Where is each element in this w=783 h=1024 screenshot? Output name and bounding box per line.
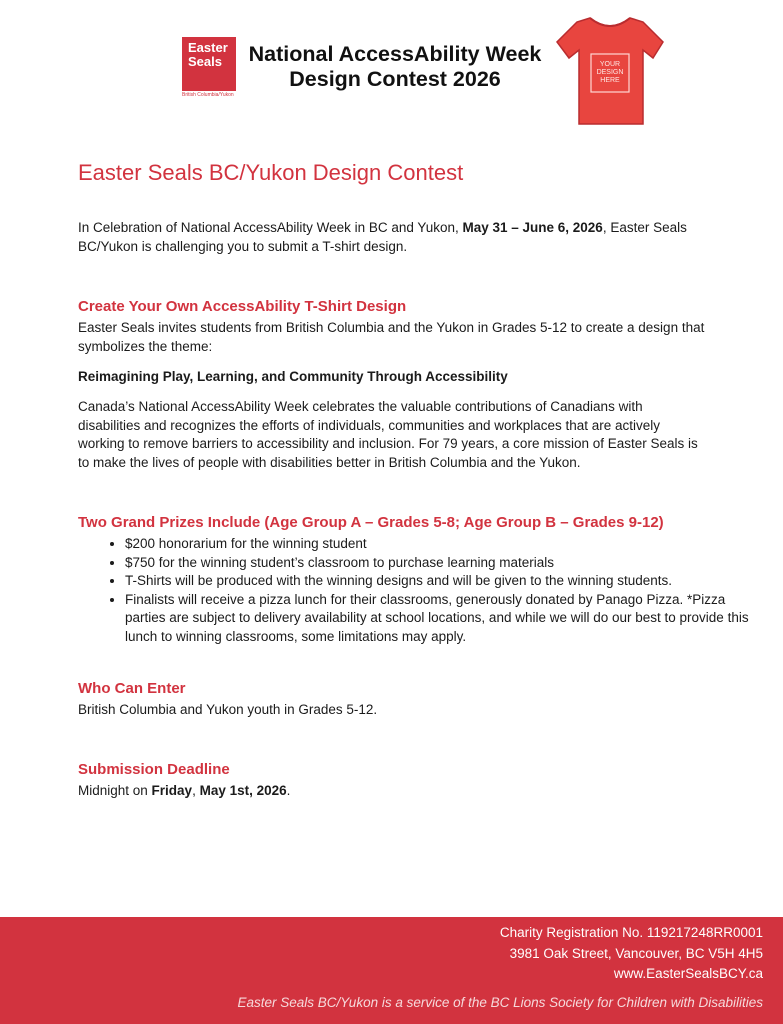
create-theme: Reimagining Play, Learning, and Community Through Accessibility	[78, 369, 508, 384]
create-invite: Easter Seals invites students from British Columbia and the Yukon in Grades 5-12 to create a design that symbolizes the theme:	[78, 320, 705, 354]
shirt-text-1: YOUR	[599, 61, 621, 68]
deadline-text	[78, 782, 708, 801]
intro-dates: May 31 – June 6, 2026	[462, 220, 603, 235]
deadline-date: May 1st, 2026	[199, 783, 287, 798]
deadline-after: .	[286, 783, 291, 798]
logo-line-1: Easter	[188, 40, 228, 55]
footer-website[interactable]: www.EasterSealsBCY.ca	[613, 966, 763, 981]
footer	[0, 917, 783, 1024]
deadline-heading: Submission Deadline	[78, 761, 230, 778]
prize-item-1: • $200 honorarium for the winning student	[125, 535, 765, 554]
footer-tagline: Easter Seals BC/Yukon is a service of the BC Lions Society for Children with Disabilities	[237, 995, 763, 1010]
deadline-day: Friday	[151, 783, 193, 798]
intro-after: , Easter Seals BC/Yukon is challenging you to submit a T-shirt design.	[78, 220, 687, 254]
charity-number: Charity Registration No. 119217248RR0001	[499, 925, 763, 940]
intro-paragraph	[78, 219, 708, 256]
prize-item-2: • $750 for the winning student’s classroom to purchase learning materials	[125, 554, 765, 573]
prizes-list	[78, 535, 765, 646]
create-body: Canada’s National AccessAbility Week celebrates the valuable contributions of Canadians with disabilities and recognizes the efforts of individuals, communities and workplaces that are actively working to remove barriers to accessibility and inclusion. For 79 years, a core mission of Easter Seals is to make the lives of people with disabilities better in British Columbia and the Yukon.	[78, 399, 698, 470]
shirt-text-3: HERE	[600, 77, 620, 84]
logo-subtitle: British Columbia/Yukon	[182, 92, 234, 98]
prize-item-3: • T-Shirts will be produced with the winning designs and will be given to the winning students.	[125, 572, 765, 591]
header-title-line-1: National AccessAbility Week	[248, 42, 542, 66]
page-title: Easter Seals BC/Yukon Design Contest	[78, 160, 464, 185]
logo-line-2: Seals	[188, 54, 222, 69]
header-title	[245, 42, 545, 92]
shirt-text-2: DESIGN	[596, 69, 624, 76]
easter-seals-logo	[182, 37, 236, 91]
footer-address: 3981 Oak Street, Vancouver, BC V5H 4H5	[509, 946, 763, 961]
intro-before: In Celebration of National AccessAbility Week in BC and Yukon,	[78, 220, 463, 235]
prize-item-4: • Finalists will receive a pizza lunch for their classrooms, generously donated by Panago Pizza. *Pizza parties are subject to delivery availability at school locations, and while we will do our best to provide this lunch to winning classrooms, some limitations may apply.	[125, 591, 765, 647]
who-text: British Columbia and Yukon youth in Grades 5-12.	[78, 702, 378, 717]
prizes-heading: Two Grand Prizes Include (Age Group A – Grades 5-8; Age Group B – Grades 9-12)	[78, 514, 664, 531]
header-title-line-2: Design Contest 2026	[289, 67, 501, 91]
deadline-before: Midnight on	[78, 783, 152, 798]
tshirt-icon	[555, 12, 665, 127]
who-heading: Who Can Enter	[78, 680, 186, 697]
deadline-sep: ,	[192, 783, 200, 798]
create-heading: Create Your Own AccessAbility T-Shirt Design	[78, 298, 407, 315]
